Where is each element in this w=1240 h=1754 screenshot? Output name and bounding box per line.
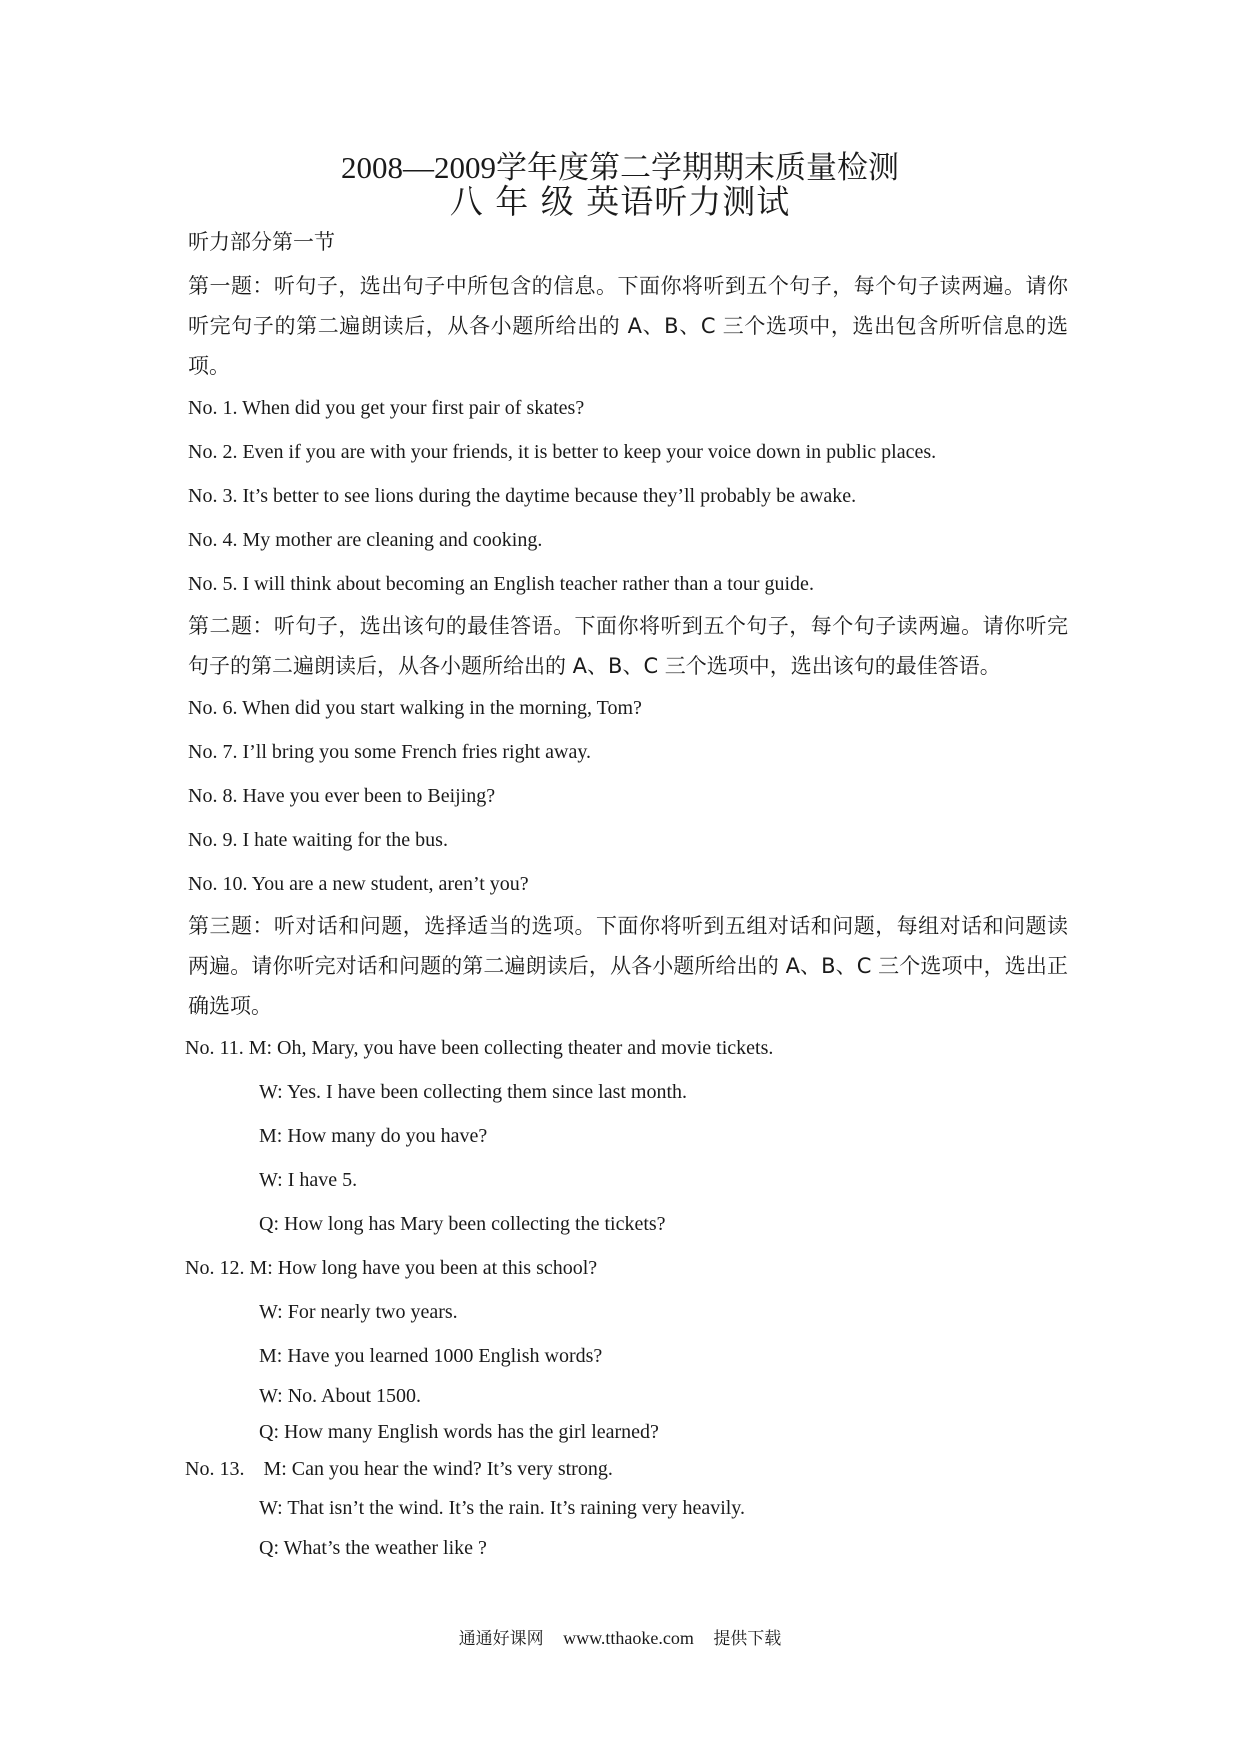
dialogue-header [185, 1450, 1068, 1488]
question-item: No. 1. When did you get your first pair of skates? [188, 397, 585, 419]
dialogue-line: M: How many do you have? [259, 1125, 488, 1147]
question-item: No. 8. Have you ever been to Beijing? [188, 785, 496, 807]
part3-instruction: 第三题：听对话和问题，选择适当的选项。下面你将听到五组对话和问题，每组对话和问题读两遍。请你听完对话和问题的第二遍朗读后，从各小题所给出的 A、B、C 三个选项中，选出正确选项。 [188, 914, 1068, 1018]
footer-site-name: 通通好课网 [458, 1629, 544, 1649]
dialogue-line: W: That isn’t the wind. It’s the rain. It’s raining very heavily. [259, 1497, 746, 1519]
question-item: No. 4. My mother are cleaning and cooking. [188, 529, 543, 551]
dialogue-line: Q: What’s the weather like ? [259, 1537, 487, 1559]
part1-instruction: 第一题：听句子，选出句子中所包含的信息。下面你将听到五个句子，每个句子读两遍。请你听完句子的第二遍朗读后，从各小题所给出的 A、B、C 三个选项中，选出包含所听信息的选项。 [188, 274, 1068, 378]
dialogue-line: W: No. About 1500. [259, 1385, 422, 1407]
section-heading: 听力部分第一节 [188, 230, 335, 254]
dialogue-line: M: How long have you been at this school? [249, 1257, 598, 1279]
dialogue-header [185, 1026, 1068, 1070]
dialogue-header [185, 1246, 1068, 1290]
footer-suffix: 提供下载 [713, 1629, 782, 1649]
page-footer [0, 1626, 1240, 1651]
dialogue-line: Q: How long has Mary been collecting the tickets? [259, 1213, 666, 1235]
question-item: No. 6. When did you start walking in the morning, Tom? [188, 697, 642, 719]
question-item: No. 3. It’s better to see lions during the daytime because they’ll probably be awake. [188, 485, 857, 507]
dialogue-line: W: I have 5. [259, 1169, 358, 1191]
footer-url: www.tthaoke.com [563, 1628, 694, 1648]
dialogue-line: Q: How many English words has the girl learned? [259, 1421, 659, 1443]
question-item: No. 7. I’ll bring you some French fries right away. [188, 741, 592, 763]
question-item: No. 5. I will think about becoming an English teacher rather than a tour guide. [188, 573, 814, 595]
dialogue-line: W: Yes. I have been collecting them since last month. [259, 1081, 688, 1103]
dialogue-line: M: Have you learned 1000 English words? [259, 1345, 603, 1367]
question-item: No. 2. Even if you are with your friends, it is better to keep your voice down in public places. [188, 441, 937, 463]
document-body [185, 228, 1068, 1568]
exam-title: 2008—2009学年度第二学期期末质量检测 [341, 150, 899, 185]
question-item: No. 9. I hate waiting for the bus. [188, 829, 448, 851]
dialogue-number: No. 11. [185, 1037, 244, 1059]
question-item: No. 10. You are a new student, aren’t you? [188, 873, 529, 895]
exam-subtitle: 八 年 级 英语听力测试 [449, 182, 791, 221]
part2-instruction: 第二题：听句子，选出该句的最佳答语。下面你将听到五个句子，每个句子读两遍。请你听完句子的第二遍朗读后，从各小题所给出的 A、B、C 三个选项中，选出该句的最佳答语。 [188, 614, 1068, 678]
dialogue-line: M: Can you hear the wind? It’s very strong. [263, 1458, 613, 1480]
dialogue-number: No. 12. [185, 1257, 245, 1279]
dialogue-line: W: For nearly two years. [259, 1301, 458, 1323]
dialogue-line: M: Oh, Mary, you have been collecting theater and movie tickets. [248, 1037, 774, 1059]
dialogue-number: No. 13. [185, 1458, 245, 1480]
